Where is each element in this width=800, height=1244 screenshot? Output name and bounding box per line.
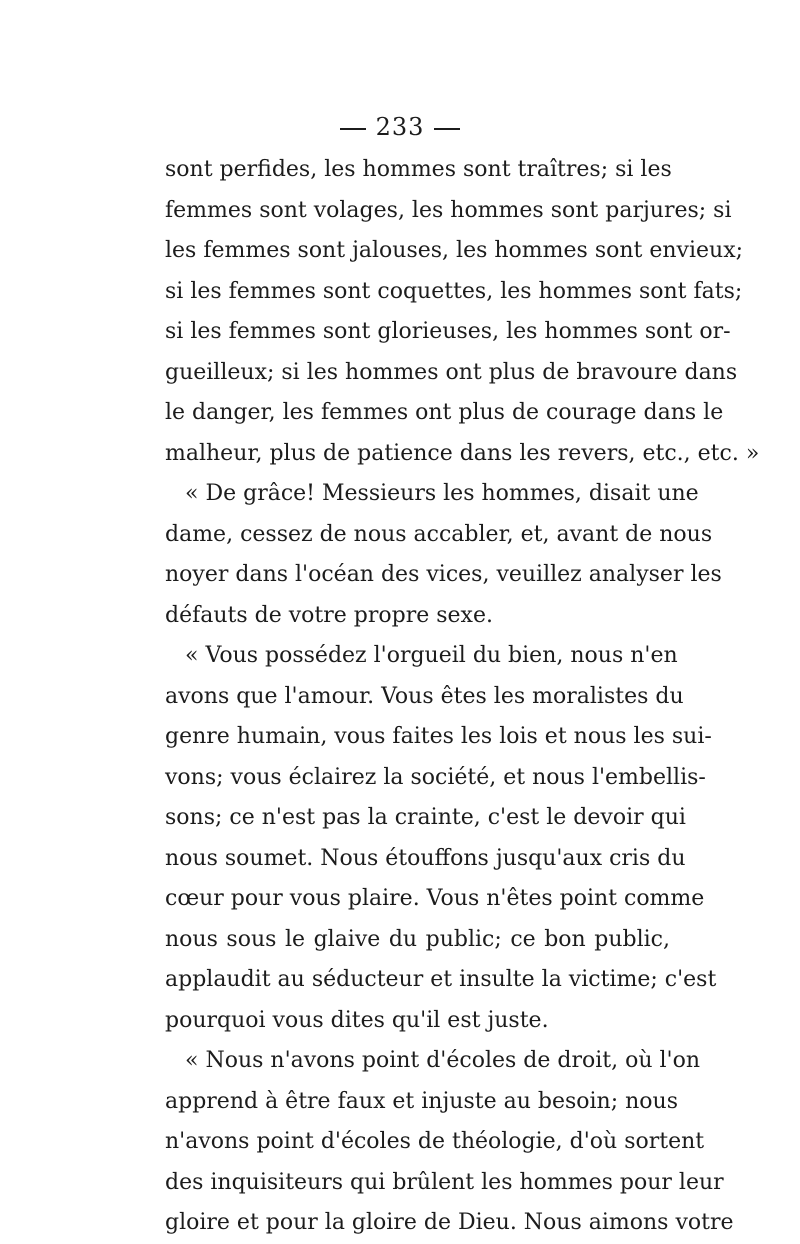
text-line: genre humain, vous faites les lois et nous les sui-: [165, 724, 712, 749]
text-line: des inquisiteurs qui brûlent les hommes pour leur: [165, 1169, 724, 1195]
header-dash-right: [434, 128, 460, 130]
text-line: « Vous possédez l'orgueil du bien, nous n'en: [185, 643, 678, 668]
text-line: avons que l'amour. Vous êtes les moralistes du: [165, 683, 684, 709]
text-line: cœur pour vous plaire. Vous n'êtes point comme: [165, 886, 705, 911]
text-line: sont perfides, les hommes sont traîtres; si les: [165, 157, 672, 182]
text-line: n'avons point d'écoles de théologie, d'où sortent: [165, 1129, 705, 1154]
body-text: [165, 150, 760, 1244]
page-number-header: [0, 112, 800, 142]
text-line: sons; ce n'est pas la crainte, c'est le devoir qui: [165, 805, 686, 830]
text-line: noyer dans l'océan des vices, veuillez analyser les: [165, 562, 722, 587]
text-line: nous sous le glaive du public; ce bon public,: [165, 926, 670, 952]
page-number: 233: [375, 113, 425, 141]
text-line: malheur, plus de patience dans les revers, etc., etc. »: [165, 440, 760, 466]
text-line: dame, cessez de nous accabler, et, avant de nous: [165, 521, 713, 547]
text-line: pourquoi vous dites qu'il est juste.: [165, 1007, 549, 1033]
text-line: applaudit au séducteur et insulte la victime; c'est: [165, 967, 717, 992]
text-line: apprend à être faux et injuste au besoin; nous: [165, 1088, 678, 1114]
text-line: les femmes sont jalouses, les hommes sont envieux;: [165, 238, 744, 263]
text-line: gloire et pour la gloire de Dieu. Nous aimons votre: [165, 1210, 734, 1235]
text-line: vons; vous éclairez la société, et nous l'embellis-: [165, 764, 706, 790]
text-line: gueilleux; si les hommes ont plus de bravoure dans: [165, 359, 738, 385]
text-line: femmes sont volages, les hommes sont parjures; si: [165, 197, 732, 223]
header-dash-left: [340, 128, 366, 130]
text-line: nous soumet. Nous étouffons jusqu'aux cris du: [165, 845, 686, 871]
text-line: défauts de votre propre sexe.: [165, 602, 493, 628]
text-line: « De grâce! Messieurs les hommes, disait une: [185, 481, 699, 506]
text-line: « Nous n'avons point d'écoles de droit, où l'on: [185, 1048, 700, 1073]
text-line: le danger, les femmes ont plus de courage dans le: [165, 400, 724, 425]
text-line: si les femmes sont glorieuses, les hommes sont or-: [165, 319, 731, 344]
text-line: si les femmes sont coquettes, les hommes sont fats;: [165, 278, 743, 304]
